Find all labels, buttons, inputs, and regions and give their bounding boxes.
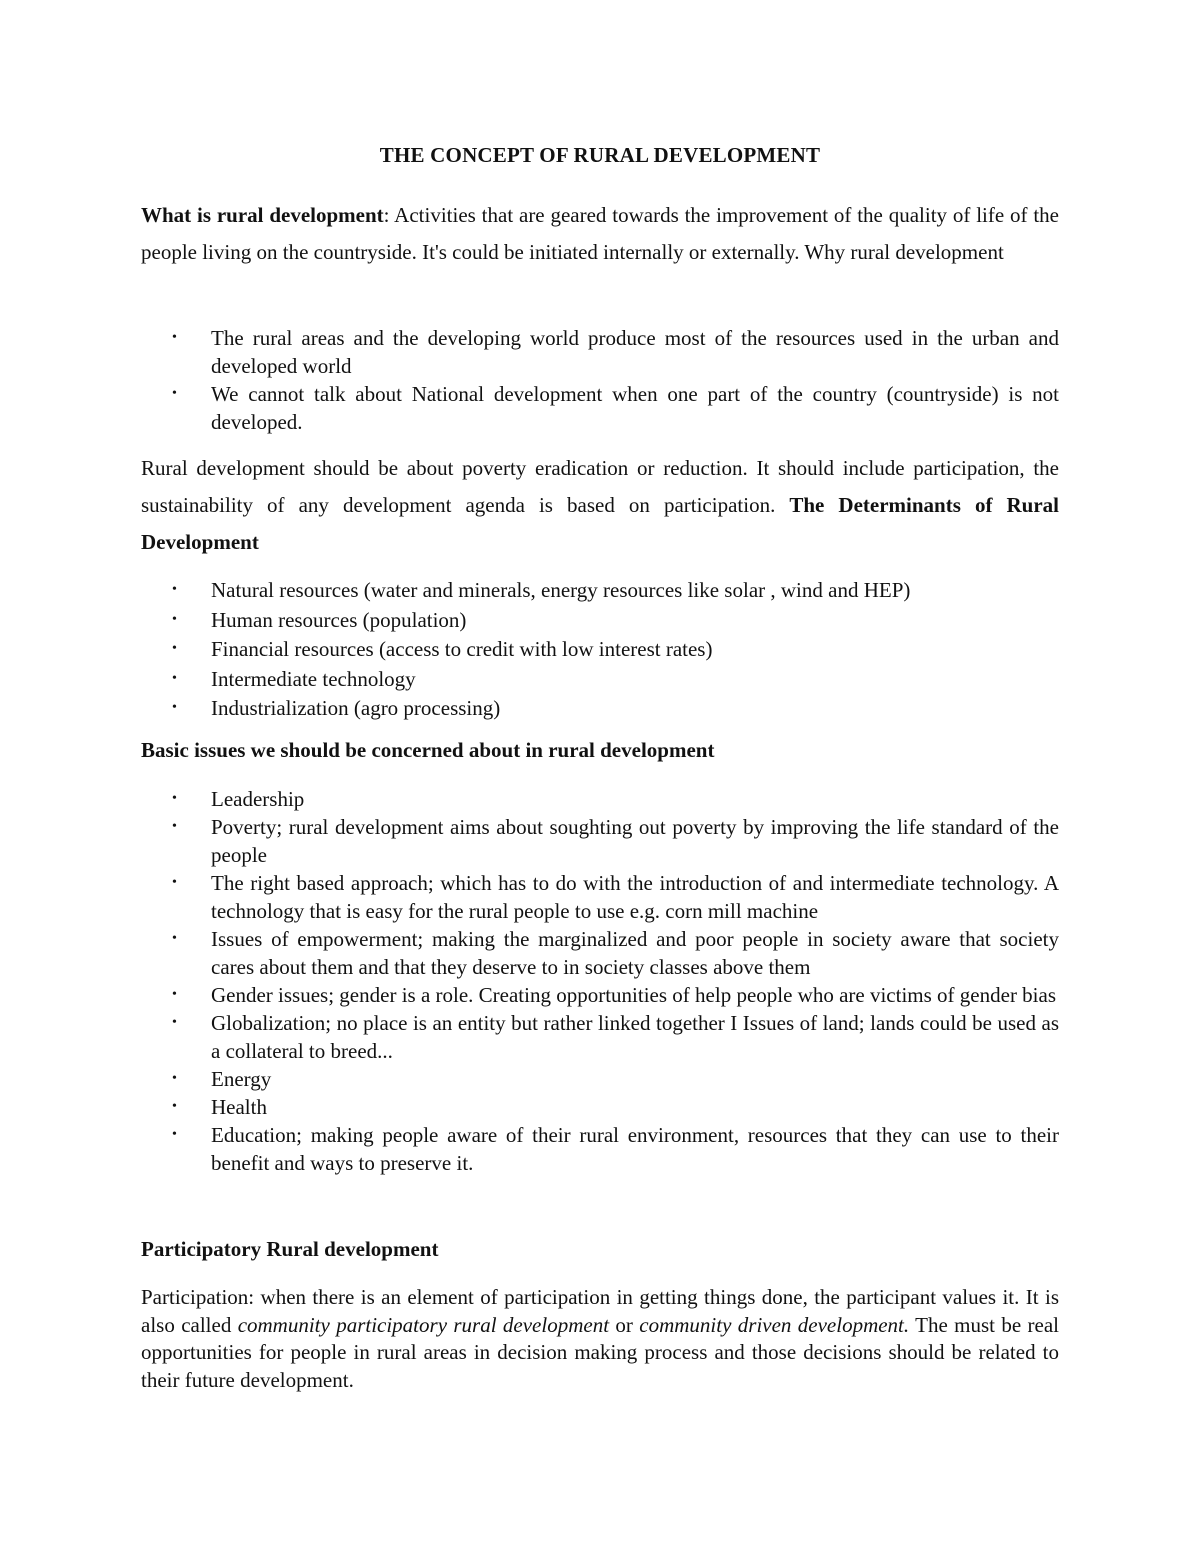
bullet-icon: • <box>172 1127 177 1142</box>
list-item: • Energy <box>172 1067 272 1091</box>
poverty-paragraph <box>141 450 1059 561</box>
list-item: • Intermediate technology <box>172 666 416 691</box>
list-item: • Issues of empowerment; making the marginalized and poor people in society aware that society cares about them and that they deserve to in society classes above them <box>172 927 1059 979</box>
participatory-heading: Participatory Rural development <box>141 1237 439 1261</box>
issues-heading: Basic issues we should be concerned about in rural development <box>141 738 715 762</box>
list-item: • Natural resources (water and minerals, energy resources like solar , wind and HEP) <box>172 578 911 602</box>
poverty-text: Rural development should be about poverty eradication or reduction. It should include participation, the sustainability of any development agenda is based on participation. <box>141 456 1059 517</box>
bullet-icon: • <box>172 819 177 834</box>
list-item: • Education; making people aware of their rural environment, resources that they can use to their benefit and ways to preserve it. <box>172 1123 1059 1175</box>
bullet-icon: • <box>172 611 177 627</box>
list-item: • Human resources (population) <box>172 607 467 632</box>
why-list <box>141 324 1059 436</box>
list-item: • Leadership <box>172 787 305 811</box>
bullet-icon: • <box>172 931 177 946</box>
list-item: • Globalization; no place is an entity but rather linked together I Issues of land; lands could be used as a collateral to breed... <box>172 1011 1059 1063</box>
intro-text: : Activities that are geared towards the improvement of the quality of life of the people living on the countryside. It's could be initiated internally or externally. Why rural development <box>141 203 1060 264</box>
bullet-icon: • <box>172 386 177 401</box>
list-item: • Poverty; rural development aims about soughting out poverty by improving the life standard of the people <box>172 815 1059 867</box>
list-item: • We cannot talk about National development when one part of the country (countryside) is not developed. <box>172 382 1059 434</box>
participation-paragraph: Participation: when there is an element of participation in getting things done, the participant values it. It is also called community participatory rural development or community driven development. The must be real opportunities for people in rural areas in decision making process and those decisions should be related to their future development. <box>141 1285 1059 1392</box>
list-item: • The right based approach; which has to do with the introduction of and intermediate technology. A technology that is easy for the rural people to use e.g. corn mill machine <box>172 871 1059 923</box>
page-title: THE CONCEPT OF RURAL DEVELOPMENT <box>379 143 821 167</box>
determinants-heading: The Determinants of Rural Development <box>141 493 1059 554</box>
bullet-icon: • <box>172 641 177 656</box>
list-item: • Industrialization (agro processing) <box>172 696 501 720</box>
bullet-icon: • <box>172 330 177 345</box>
bullet-icon: • <box>172 700 177 715</box>
bullet-icon: • <box>172 1071 177 1086</box>
bullet-icon: • <box>172 670 177 686</box>
bullet-icon: • <box>172 987 177 1002</box>
list-item: • Financial resources (access to credit with low interest rates) <box>172 637 713 661</box>
list-item: • The rural areas and the developing world produce most of the resources used in the urban and developed world <box>172 326 1059 378</box>
bullet-icon: • <box>172 1015 177 1030</box>
list-item: • Gender issues; gender is a role. Creating opportunities of help people who are victims of gender bias <box>172 983 1057 1007</box>
list-item: • Health <box>172 1095 267 1119</box>
issues-list <box>141 785 1059 1177</box>
determinants-list <box>141 576 1059 724</box>
bullet-icon: • <box>172 582 177 597</box>
bullet-icon: • <box>172 875 177 890</box>
bullet-icon: • <box>172 1099 177 1114</box>
intro-paragraph <box>141 197 1059 271</box>
participation-term-1: community participatory rural development <box>237 1312 610 1337</box>
bullet-icon: • <box>172 791 177 806</box>
participation-term-2: community driven development. <box>639 1312 910 1337</box>
intro-lead: What is rural development <box>141 203 384 227</box>
